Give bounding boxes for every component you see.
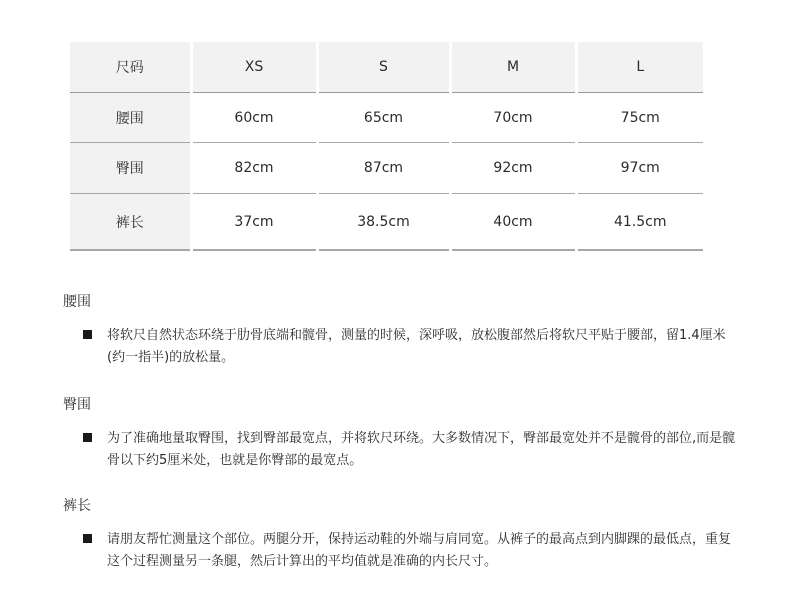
table-cell: 82cm bbox=[191, 143, 317, 194]
list-item bbox=[63, 428, 743, 472]
header-size-m: M bbox=[450, 42, 576, 93]
row-label-inseam: 裤长 bbox=[70, 194, 191, 251]
table-row-inseam bbox=[70, 194, 703, 251]
table-cell: 87cm bbox=[317, 143, 450, 194]
size-chart-table bbox=[70, 42, 703, 251]
table-cell: 65cm bbox=[317, 93, 450, 143]
table-row-hip bbox=[70, 143, 703, 194]
hip-section bbox=[63, 396, 743, 472]
waist-section bbox=[63, 293, 743, 369]
list-item bbox=[63, 325, 743, 369]
table-cell: 37cm bbox=[191, 194, 317, 251]
table-cell: 40cm bbox=[450, 194, 576, 251]
square-bullet-icon bbox=[83, 330, 92, 339]
header-size-xs: XS bbox=[191, 42, 317, 93]
inseam-instruction-text: 请朋友帮忙测量这个部位。两腿分开，保持运动鞋的外端与肩同宽。从裤子的最高点到内脚踝的最低点，重复这个过程测量另一条腿，然后计算出的平均值就是准确的内长尺寸。 bbox=[107, 532, 732, 569]
list-item bbox=[63, 529, 743, 573]
hip-instruction-text: 为了准确地量取臀围，找到臀部最宽点，并将软尺环绕。大多数情况下，臀部最宽处并不是髋骨的部位,而是髋骨以下约5厘米处，也就是你臀部的最宽点。 bbox=[107, 431, 736, 468]
table-cell: 70cm bbox=[450, 93, 576, 143]
row-label-hip: 臀围 bbox=[70, 143, 191, 194]
section-title-waist: 腰围 bbox=[63, 294, 91, 310]
header-size-l: L bbox=[576, 42, 703, 93]
table-cell: 75cm bbox=[576, 93, 703, 143]
row-label-waist: 腰围 bbox=[70, 93, 191, 143]
inseam-section bbox=[63, 497, 743, 573]
section-title-hip: 臀围 bbox=[63, 397, 91, 413]
table-cell: 60cm bbox=[191, 93, 317, 143]
waist-instruction-text: 将软尺自然状态环绕于肋骨底端和髋骨，测量的时候，深呼吸，放松腹部然后将软尺平贴于腰部，留1.4厘米(约一指半)的放松量。 bbox=[107, 328, 726, 365]
table-cell: 97cm bbox=[576, 143, 703, 194]
header-size-label: 尺码 bbox=[70, 42, 191, 93]
table-row-waist bbox=[70, 93, 703, 143]
table-header-row bbox=[70, 42, 703, 93]
table-cell: 92cm bbox=[450, 143, 576, 194]
table-cell: 38.5cm bbox=[317, 194, 450, 251]
header-size-s: S bbox=[317, 42, 450, 93]
square-bullet-icon bbox=[83, 534, 92, 543]
section-title-inseam: 裤长 bbox=[63, 498, 91, 514]
square-bullet-icon bbox=[83, 433, 92, 442]
table-cell: 41.5cm bbox=[576, 194, 703, 251]
